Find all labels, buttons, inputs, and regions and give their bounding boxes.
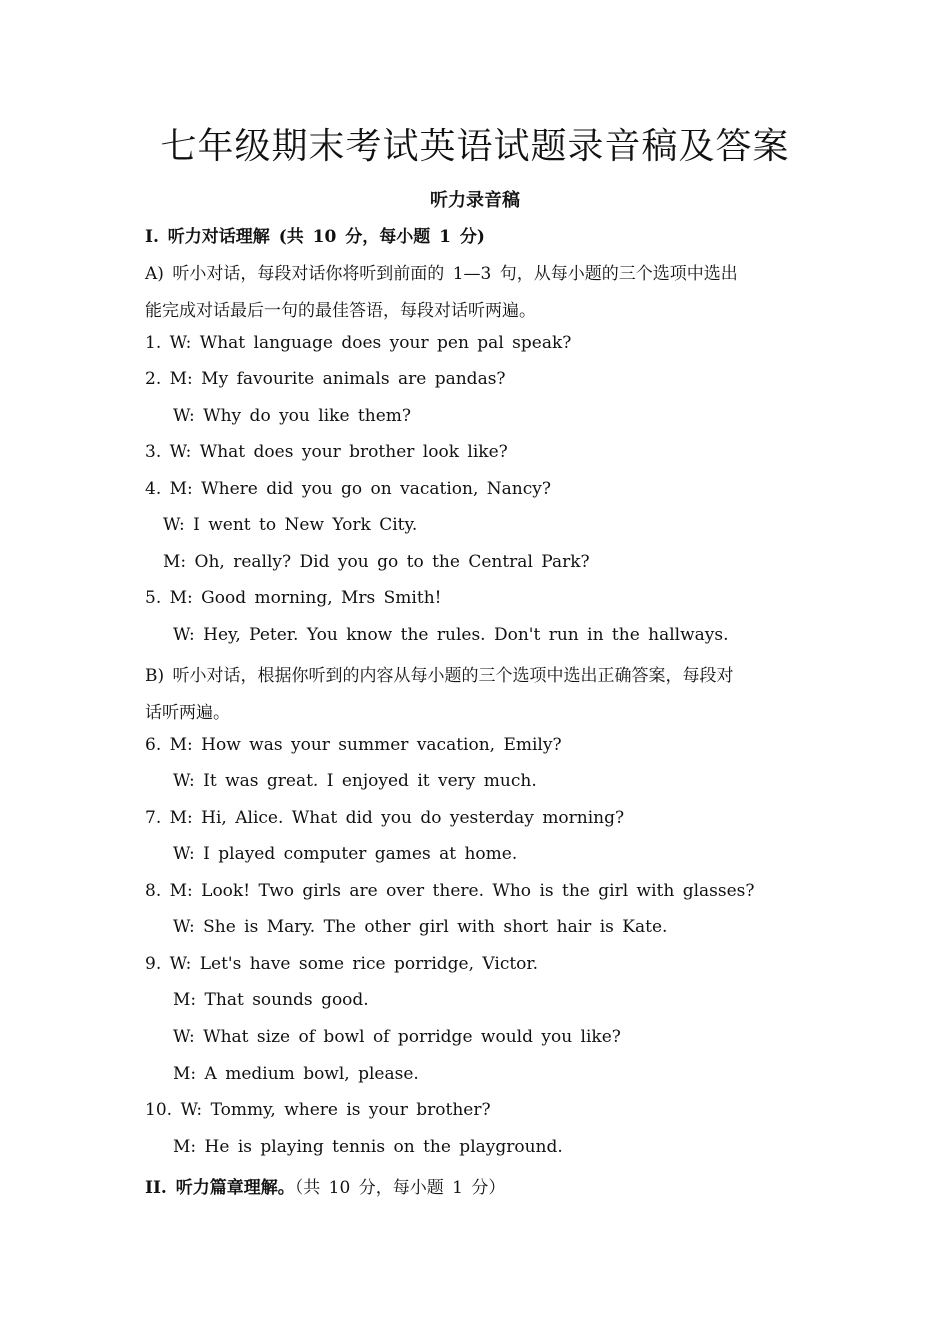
dialogue-line: 5. M: Good morning, Mrs Smith! xyxy=(145,588,442,608)
document-title: 七年级期末考试英语试题录音稿及答案 xyxy=(160,126,790,167)
partB-instruction-line1: B) 听小对话，根据你听到的内容从每小题的三个选项中选出正确答案，每段对 xyxy=(145,666,734,686)
dialogue-line: 6. M: How was your summer vacation, Emily? xyxy=(145,735,562,755)
partB-instruction-line2: 话听两遍。 xyxy=(145,703,230,723)
partA-instruction-line1: A) 听小对话，每段对话你将听到前面的 1—3 句，从每小题的三个选项中选出 xyxy=(145,264,738,284)
dialogue-line: M: That sounds good. xyxy=(173,990,369,1010)
partA-instruction-line2: 能完成对话最后一句的最佳答语，每段对话听两遍。 xyxy=(145,301,536,321)
dialogue-line: M: A medium bowl, please. xyxy=(173,1064,419,1084)
dialogue-line: M: He is playing tennis on the playground. xyxy=(173,1137,563,1157)
dialogue-line: W: She is Mary. The other girl with short hair is Kate. xyxy=(173,917,668,937)
dialogue-line: 8. M: Look! Two girls are over there. Who is the girl with glasses? xyxy=(145,881,755,901)
dialogue-line: 10. W: Tommy, where is your brother? xyxy=(145,1100,491,1120)
dialogue-line: M: Oh, really? Did you go to the Central Park? xyxy=(163,552,590,572)
dialogue-line: 9. W: Let's have some rice porridge, Victor. xyxy=(145,954,539,974)
section1-heading: I. 听力对话理解 (共 10 分，每小题 1 分) xyxy=(145,227,485,247)
dialogue-line: 2. M: My favourite animals are pandas? xyxy=(145,369,506,389)
section2-heading xyxy=(145,1173,505,1198)
dialogue-line: 7. M: Hi, Alice. What did you do yesterday morning? xyxy=(145,808,625,828)
dialogue-line: W: It was great. I enjoyed it very much. xyxy=(173,771,537,791)
dialogue-line: W: I went to New York City. xyxy=(163,515,418,535)
dialogue-line: 4. M: Where did you go on vacation, Nancy? xyxy=(145,479,551,499)
dialogue-line: W: Why do you like them? xyxy=(173,406,411,426)
dialogue-line: W: I played computer games at home. xyxy=(173,844,518,864)
dialogue-line: 3. W: What does your brother look like? xyxy=(145,442,508,462)
section-subtitle: 听力录音稿 xyxy=(430,190,520,211)
dialogue-line: 1. W: What language does your pen pal speak? xyxy=(145,333,572,353)
section2-heading-bold: II. 听力篇章理解。 xyxy=(145,1178,295,1198)
dialogue-line: W: What size of bowl of porridge would you like? xyxy=(173,1027,621,1047)
dialogue-line: W: Hey, Peter. You know the rules. Don't run in the hallways. xyxy=(173,625,729,645)
section2-heading-score: （共 10 分，每小题 1 分） xyxy=(294,1178,506,1198)
